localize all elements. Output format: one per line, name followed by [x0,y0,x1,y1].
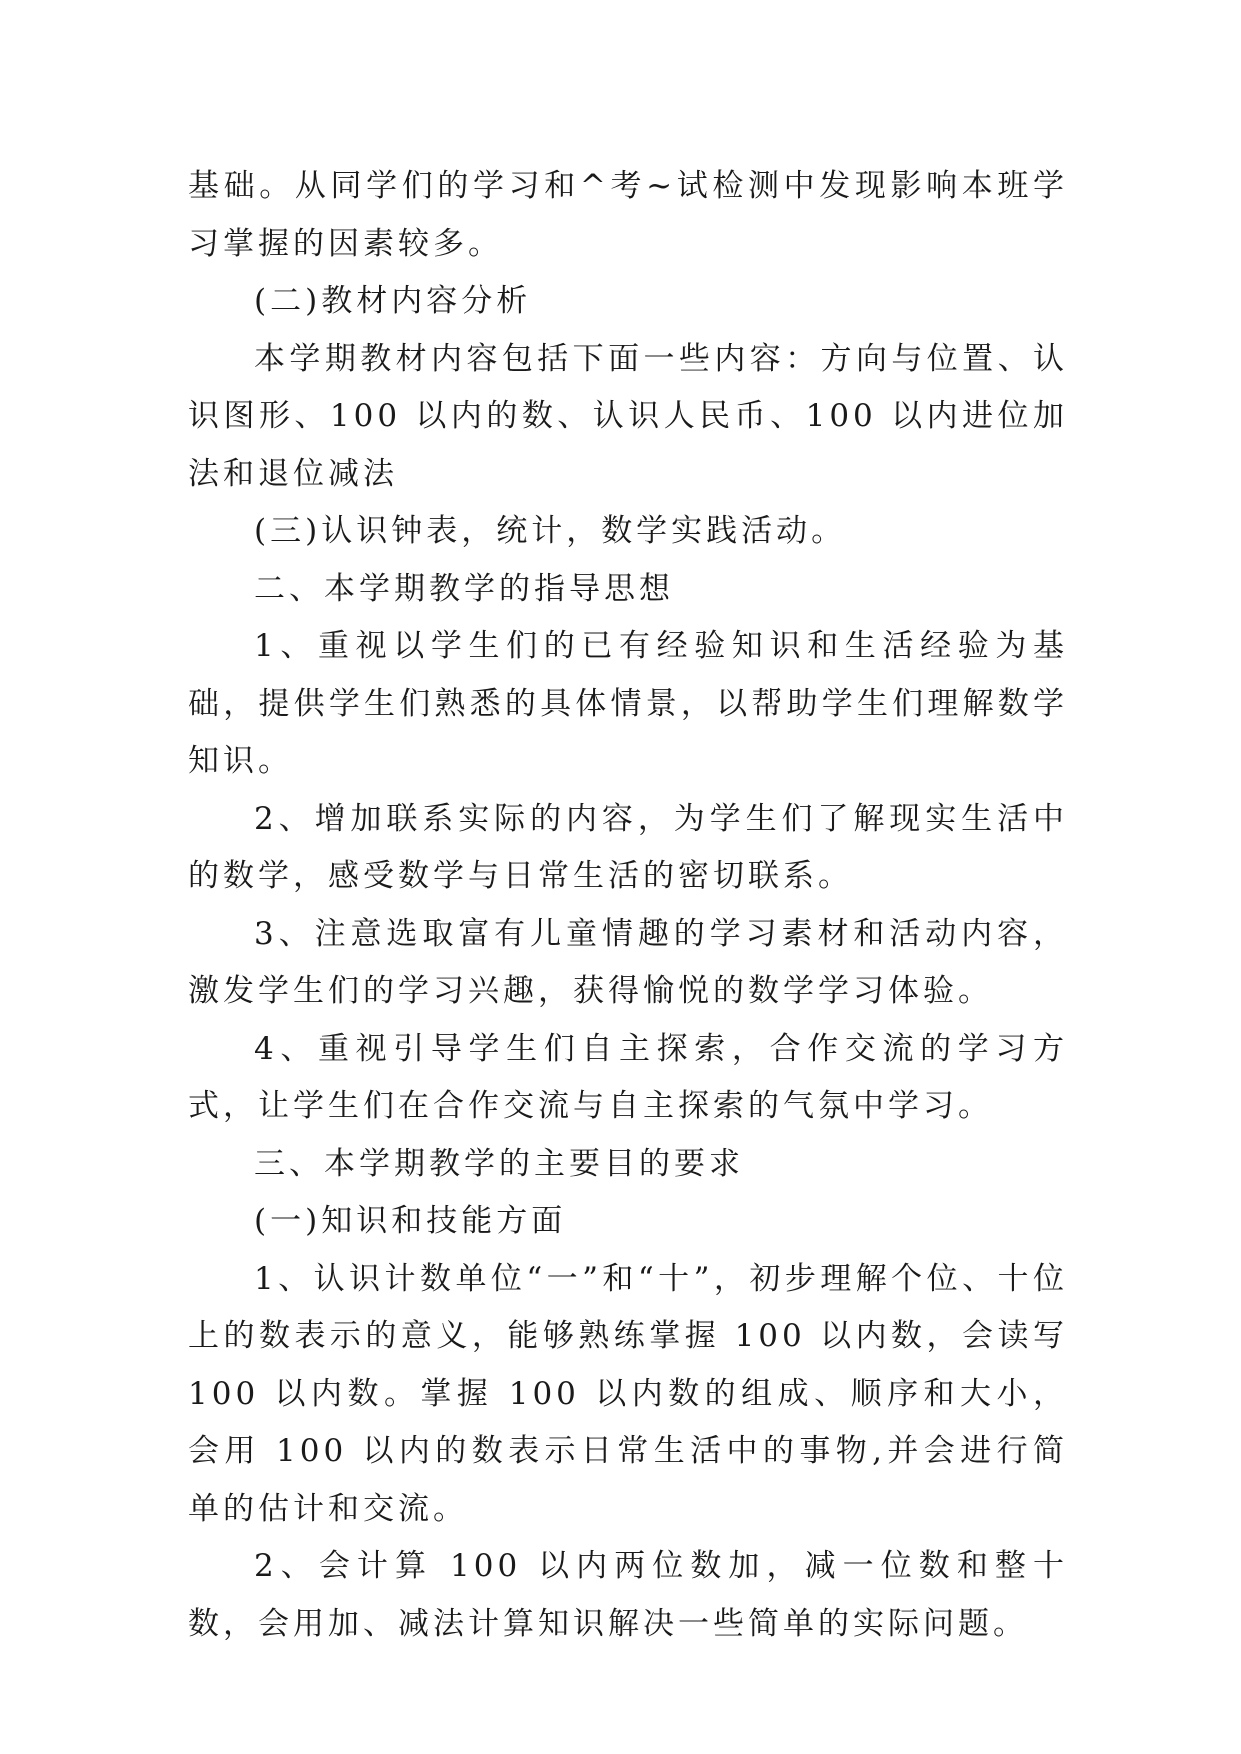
paragraph-guideline-4: 4、重视引导学生们自主探索，合作交流的学习方式，让学生们在合作交流与自主探索的气氛中学习。 [188,1030,1068,1124]
heading-guiding-ideology: 二、本学期教学的指导思想 [254,570,674,607]
heading-main-objectives: 三、本学期教学的主要目的要求 [254,1145,744,1182]
paragraph-objective-2: 2、会计算 100 以内两位数加，减一位数和整十数，会用加、减法计算知识解决一些简单的实际问题。 [188,1548,1068,1642]
paragraph-guideline-3: 3、注意选取富有儿童情趣的学习素材和活动内容，激发学生们的学习兴趣，获得愉悦的数学学习体验。 [188,915,1068,1009]
paragraph-guideline-2: 2、增加联系实际的内容，为学生们了解现实生活中的数学，感受数学与日常生活的密切联系。 [188,800,1068,894]
paragraph-objective-1: 1、认识计数单位“一”和“十”，初步理解个位、十位上的数表示的意义，能够熟练掌握 100 以内数，会读写 100 以内数。掌握 100 以内数的组成、顺序和大小，会用 100 以内的数表示日常生活中的事物,并会进行简单的估计和交流。 [188,1260,1068,1527]
heading-textbook-analysis: (二)教材内容分析 [254,283,532,319]
paragraph-textbook-contents: 本学期教材内容包括下面一些内容：方向与位置、认识图形、100 以内的数、认识人民币、100 以内进位加法和退位减法 [188,340,1068,492]
paragraph-intro-continuation: 基础。从同学们的学习和^考~试检测中发现影响本班学习掌握的因素较多。 [188,168,1068,262]
document-body [188,158,1068,1653]
heading-knowledge-skills: (一)知识和技能方面 [254,1203,567,1239]
paragraph-clock-statistics: (三)认识钟表，统计，数学实践活动。 [254,513,847,549]
paragraph-guideline-1: 1、重视以学生们的已有经验知识和生活经验为基础，提供学生们熟悉的具体情景，以帮助学生们理解数学知识。 [188,628,1068,779]
